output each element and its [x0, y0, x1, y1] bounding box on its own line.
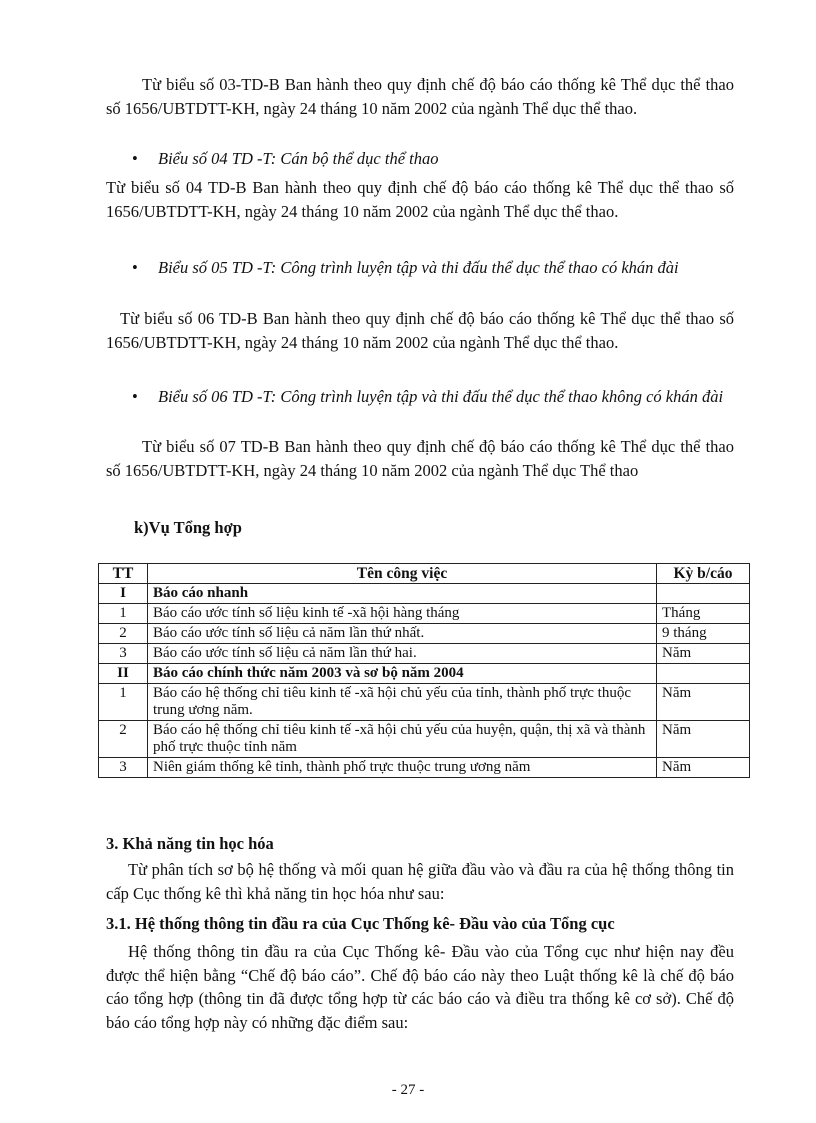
section-3-heading: 3. Khả năng tin học hóa	[106, 834, 274, 853]
table-section-row	[99, 584, 750, 604]
bullet-bieu-05-text: Biểu số 05 TD -T: Công trình luyện tập và thi đấu thể dục thể thao có khán đài	[158, 258, 679, 277]
section-3-1-heading: 3.1. Hệ thống thông tin đầu ra của Cục Thống kê- Đầu vào của Tổng cục	[106, 914, 615, 933]
work-table	[98, 563, 750, 778]
cell-tt: 2	[99, 624, 148, 644]
cell-period: Năm	[657, 644, 750, 664]
bullet-bieu-04	[132, 147, 736, 171]
header-ky-bao-cao: Kỳ b/cáo	[657, 564, 750, 584]
cell-name: Báo cáo hệ thống chỉ tiêu kinh tế -xã hội chủ yếu của huyện, quận, thị xã và thành phố trực thuộc tỉnh năm	[148, 721, 657, 758]
cell-tt: 3	[99, 644, 148, 664]
cell-name: Báo cáo ước tính số liệu cả năm lần thứ hai.	[148, 644, 657, 664]
bullet-dot-icon: •	[132, 258, 138, 277]
table-section-row	[99, 664, 750, 684]
cell-period: Năm	[657, 758, 750, 778]
table-row	[99, 644, 750, 664]
bullet-bieu-06-text: Biểu số 06 TD -T: Công trình luyện tập và thi đấu thể dục thể thao không có khán đài	[158, 387, 724, 406]
cell-tt: 3	[99, 758, 148, 778]
header-tt: TT	[99, 564, 148, 584]
cell-name: Báo cáo ước tính số liệu cả năm lần thứ nhất.	[148, 624, 657, 644]
cell-name: Báo cáo nhanh	[148, 584, 657, 604]
cell-period: Năm	[657, 721, 750, 758]
cell-tt: I	[99, 584, 148, 604]
cell-period: 9 tháng	[657, 624, 750, 644]
cell-period	[657, 584, 750, 604]
cell-period	[657, 664, 750, 684]
header-ten-cong-viec: Tên công việc	[148, 564, 657, 584]
cell-tt: II	[99, 664, 148, 684]
section-3-1-paragraph: Hệ thống thông tin đầu ra của Cục Thống kê- Đầu vào của Tổng cục như hiện nay đều được thể hiện bằng “Chế độ báo cáo”. Chế độ báo cáo này theo Luật thống kê là chế độ báo cáo tổng hợp (thông tin đã được tổng hợp từ các báo cáo và điều tra thống kê cơ sở). Chế độ báo cáo tổng hợp này có những đặc điểm sau:	[106, 942, 734, 1032]
section-k-heading: k)Vụ Tổng hợp	[134, 518, 242, 537]
cell-period: Tháng	[657, 604, 750, 624]
cell-name: Báo cáo chính thức năm 2003 và sơ bộ năm 2004	[148, 664, 657, 684]
paragraph-bieu-03: Từ biểu số 03-TD-B Ban hành theo quy định chế độ báo cáo thống kê Thể dục thể thao số 1656/UBTDTT-KH, ngày 24 tháng 10 năm 2002 của ngành Thể dục thể thao.	[106, 75, 734, 118]
table-row	[99, 758, 750, 778]
paragraph-bieu-07: Từ biểu số 07 TD-B Ban hành theo quy định chế độ báo cáo thống kê Thể dục thể thao số 1656/UBTDTT-KH, ngày 24 tháng 10 năm 2002 của ngành Thể dục Thể thao	[106, 437, 734, 480]
cell-name: Báo cáo ước tính số liệu kinh tế -xã hội hàng tháng	[148, 604, 657, 624]
page-number: - 27 -	[391, 1082, 425, 1098]
paragraph-bieu-04: Từ biểu số 04 TD-B Ban hành theo quy định chế độ báo cáo thống kê Thể dục thể thao số 1656/UBTDTT-KH, ngày 24 tháng 10 năm 2002 của ngành Thể dục thể thao.	[106, 178, 734, 221]
bullet-dot-icon: •	[132, 387, 138, 406]
table-row	[99, 684, 750, 721]
cell-name: Báo cáo hệ thống chỉ tiêu kinh tế -xã hội chủ yếu của tỉnh, thành phố trực thuộc trung ương năm.	[148, 684, 657, 721]
table-header-row	[99, 564, 750, 584]
bullet-bieu-05	[132, 256, 736, 280]
paragraph-bieu-06: Từ biểu số 06 TD-B Ban hành theo quy định chế độ báo cáo thống kê Thể dục thể thao số 1656/UBTDTT-KH, ngày 24 tháng 10 năm 2002 của ngành Thể dục thể thao.	[106, 309, 734, 352]
cell-period: Năm	[657, 684, 750, 721]
bullet-bieu-06	[132, 385, 736, 409]
cell-tt: 2	[99, 721, 148, 758]
table-row	[99, 721, 750, 758]
bullet-dot-icon: •	[132, 149, 138, 168]
section-3-paragraph: Từ phân tích sơ bộ hệ thống và mối quan hệ giữa đầu vào và đầu ra của hệ thống thông tin cấp Cục thống kê thì khả năng tin học hóa như sau:	[106, 860, 734, 903]
cell-tt: 1	[99, 684, 148, 721]
table-row	[99, 604, 750, 624]
table-row	[99, 624, 750, 644]
cell-name: Niên giám thống kê tỉnh, thành phố trực thuộc trung ương năm	[148, 758, 657, 778]
cell-tt: 1	[99, 604, 148, 624]
bullet-bieu-04-text: Biểu số 04 TD -T: Cán bộ thể dục thể thao	[158, 149, 439, 168]
